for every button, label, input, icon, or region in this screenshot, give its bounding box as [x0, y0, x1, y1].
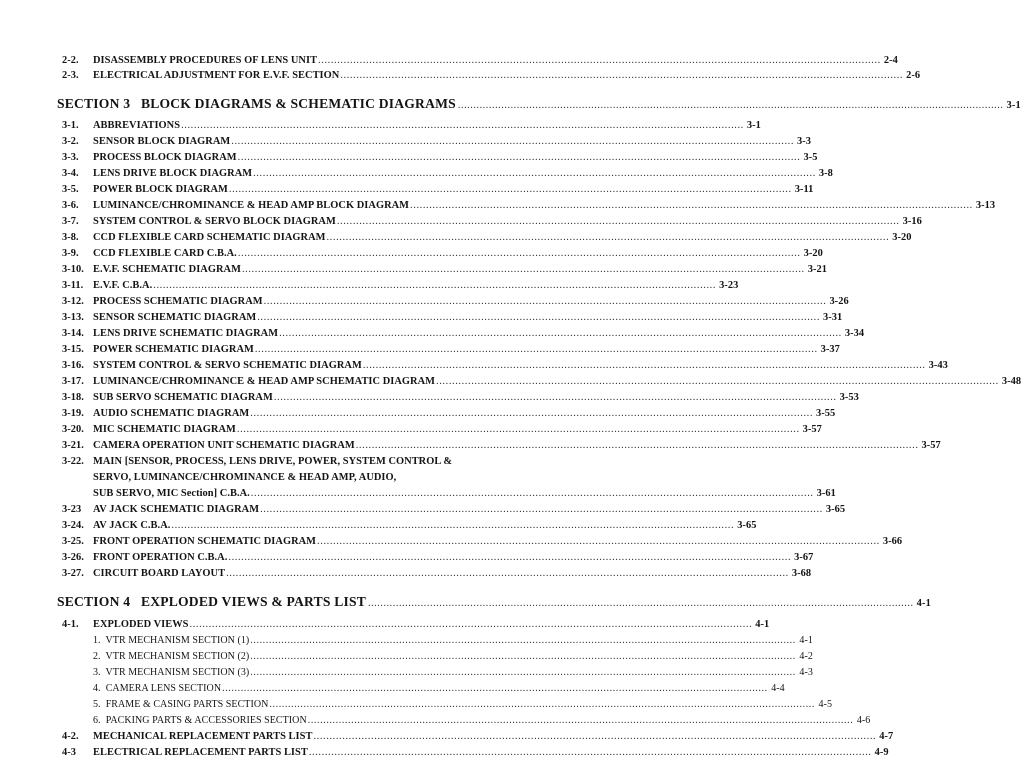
- toc-entry: [62, 152, 818, 167]
- entry-number: 3-11.: [62, 280, 84, 291]
- leader-dots: ................................................................................................................................................................................: [181, 120, 744, 131]
- entry-title: ABBREVIATIONS: [93, 120, 181, 131]
- entry-title: SUB SERVO SCHEMATIC DIAGRAM: [93, 392, 273, 403]
- leader-dots: ................................................................................................................................................................................: [308, 747, 872, 758]
- leader-dots: ................................................................................................................................................................................: [236, 424, 800, 435]
- toc-entry: [62, 184, 814, 199]
- toc-sub-entry: [62, 699, 832, 714]
- entry-page: 3-61: [816, 488, 836, 499]
- entry-title: POWER BLOCK DIAGRAM: [93, 184, 228, 195]
- entry-page: 3-34: [844, 328, 865, 339]
- toc-entry: [62, 312, 843, 327]
- entry-number: 3-13.: [62, 312, 84, 323]
- leader-dots: ................................................................................................................................................................................: [250, 488, 814, 499]
- toc-entry: [62, 120, 761, 135]
- sub-entry-title: 6. PACKING PARTS & ACCESSORIES SECTION: [93, 715, 307, 726]
- toc-sub-entry: [62, 635, 813, 650]
- toc-entry: [62, 264, 827, 279]
- entry-number: 4-3: [62, 747, 77, 758]
- toc-entry: [62, 344, 840, 359]
- entry-title: E.V.F. SCHEMATIC DIAGRAM: [93, 264, 241, 275]
- leader-dots: ................................................................................................................................................................................: [253, 168, 816, 179]
- entry-number: 3-9.: [62, 248, 79, 259]
- entry-number: 3-17.: [62, 376, 84, 387]
- leader-dots: ................................................................................................................................................................................: [250, 667, 796, 678]
- entry-page: 3-67: [794, 552, 814, 563]
- entry-page: 3-55: [816, 408, 836, 419]
- entry-title-line-2: SERVO, LUMINANCE/CHROMINANCE & HEAD AMP, AUDIO,: [93, 472, 397, 483]
- entry-number: 3-7.: [62, 216, 79, 227]
- entry-title: CIRCUIT BOARD LAYOUT: [93, 568, 226, 579]
- leader-dots: ................................................................................................................................................................................: [317, 536, 880, 547]
- entry-title: CCD FLEXIBLE CARD C.B.A.: [93, 248, 237, 259]
- toc-entry-line: [62, 456, 532, 471]
- entry-title: ELECTRICAL REPLACEMENT PARTS LIST: [93, 747, 308, 758]
- leader-dots: ................................................................................................................................................................................: [228, 184, 792, 195]
- entry-title: ELECTRICAL ADJUSTMENT FOR E.V.F. SECTION: [93, 70, 340, 81]
- toc-entry: [62, 440, 941, 455]
- toc-entry: [62, 360, 948, 375]
- entry-number: 3-19.: [62, 408, 84, 419]
- entry-number: 4-1.: [62, 619, 79, 630]
- toc-entry: [62, 328, 865, 343]
- leader-dots: ................................................................................................................................................................................: [231, 136, 795, 147]
- entry-title: POWER SCHEMATIC DIAGRAM: [93, 344, 254, 355]
- entry-title: SENSOR SCHEMATIC DIAGRAM: [93, 312, 257, 323]
- toc-entry: [62, 536, 903, 551]
- leader-dots: ................................................................................................................................................................................: [153, 280, 717, 291]
- leader-dots: ................................................................................................................................................................................: [250, 635, 796, 646]
- entry-title: SYSTEM CONTROL & SERVO BLOCK DIAGRAM: [93, 216, 336, 227]
- leader-dots: ................................................................................................................................................................................: [171, 520, 735, 531]
- entry-number: 2-2.: [62, 55, 79, 66]
- toc-entry: [62, 216, 922, 231]
- entry-page: 4-9: [874, 747, 889, 758]
- entry-page: 3-16: [902, 216, 922, 227]
- leader-dots: ................................................................................................................................................................................: [410, 200, 973, 211]
- entry-number: 3-25.: [62, 536, 84, 547]
- toc-entry: [62, 619, 770, 634]
- entry-title-line-3: SUB SERVO, MIC Section] C.B.A.: [93, 488, 250, 499]
- leader-dots: ................................................................................................................................................................................: [228, 552, 792, 563]
- entry-number: 3-27.: [62, 568, 84, 579]
- entry-page: 3-11: [794, 184, 814, 195]
- sub-entry-title: 3. VTR MECHANISM SECTION (3): [93, 667, 250, 678]
- entry-page: 3-57: [802, 424, 822, 435]
- entry-number: 3-15.: [62, 344, 84, 355]
- entry-number: 3-1.: [62, 120, 79, 131]
- entry-page: 3-3: [797, 136, 812, 147]
- entry-title: MECHANICAL REPLACEMENT PARTS LIST: [93, 731, 313, 742]
- entry-title: PROCESS BLOCK DIAGRAM: [93, 152, 237, 163]
- entry-number: 3-6.: [62, 200, 79, 211]
- toc-entry: [62, 504, 846, 519]
- leader-dots: ................................................................................................................................................................................: [367, 598, 914, 609]
- entry-number: 3-2.: [62, 136, 79, 147]
- leader-dots: ................................................................................................................................................................................: [340, 70, 904, 81]
- entry-page: 4-6: [856, 715, 871, 726]
- sub-entry-title: 2. VTR MECHANISM SECTION (2): [93, 651, 250, 662]
- entry-title: MIC SCHEMATIC DIAGRAM: [93, 424, 236, 435]
- entry-page: 4-2: [799, 651, 813, 662]
- entry-page: 3-43: [928, 360, 948, 371]
- section-title: SECTION 4 EXPLODED VIEWS & PARTS LIST: [57, 594, 366, 609]
- entry-number: 3-23: [62, 504, 82, 515]
- entry-title: LENS DRIVE SCHEMATIC DIAGRAM: [93, 328, 279, 339]
- entry-page: 4-7: [879, 731, 894, 742]
- leader-dots: ................................................................................................................................................................................: [254, 344, 818, 355]
- toc-entry: [62, 392, 859, 407]
- sub-entry-title: 1. VTR MECHANISM SECTION (1): [93, 635, 250, 646]
- entry-title: AV JACK SCHEMATIC DIAGRAM: [93, 504, 260, 515]
- entry-title: EXPLODED VIEWS: [93, 619, 189, 630]
- leader-dots: ................................................................................................................................................................................: [313, 731, 877, 742]
- entry-page: 3-21: [807, 264, 827, 275]
- entry-page: 3-66: [882, 536, 903, 547]
- entry-page: 3-31: [823, 312, 843, 323]
- entry-page: 3-65: [825, 504, 846, 515]
- entry-number: 3-22.: [62, 456, 84, 467]
- entry-page: 4-4: [771, 683, 785, 694]
- toc-sub-entry: [62, 683, 785, 698]
- entry-number: 3-8.: [62, 232, 79, 243]
- entry-number: 3-18.: [62, 392, 84, 403]
- entry-page: 3-23: [719, 280, 739, 291]
- entry-page: 3-8: [818, 168, 833, 179]
- toc-entry-line: [62, 488, 836, 503]
- entry-page: 4-3: [799, 667, 813, 678]
- entry-number: 3-4.: [62, 168, 79, 179]
- entry-number: 3-20.: [62, 424, 84, 435]
- entry-title: CAMERA OPERATION UNIT SCHEMATIC DIAGRAM: [93, 440, 355, 451]
- entry-title: E.V.F. C.B.A.: [93, 280, 153, 291]
- entry-page: 3-53: [839, 392, 859, 403]
- entry-page: 3-57: [921, 440, 941, 451]
- entry-title: LENS DRIVE BLOCK DIAGRAM: [93, 168, 253, 179]
- entry-page: 3-48: [1001, 376, 1021, 387]
- toc-entry: [62, 70, 921, 85]
- leader-dots: ................................................................................................................................................................................: [241, 264, 805, 275]
- leader-dots: ................................................................................................................................................................................: [326, 232, 890, 243]
- leader-dots: ................................................................................................................................................................................: [355, 440, 919, 451]
- leader-dots: ................................................................................................................................................................................: [336, 216, 900, 227]
- section-title: SECTION 3 BLOCK DIAGRAMS & SCHEMATIC DIAGRAMS: [57, 96, 456, 111]
- toc-sub-entry: [62, 715, 871, 730]
- entry-title: AV JACK C.B.A.: [93, 520, 171, 531]
- entry-page: 2-6: [906, 70, 921, 81]
- entry-page: 4-5: [818, 699, 832, 710]
- entry-number: 2-3.: [62, 70, 79, 81]
- leader-dots: ................................................................................................................................................................................: [457, 100, 1004, 111]
- entry-title: FRONT OPERATION C.B.A.: [93, 552, 228, 563]
- leader-dots: ................................................................................................................................................................................: [307, 715, 854, 726]
- leader-dots: ................................................................................................................................................................................: [250, 408, 814, 419]
- entry-number: 3-16.: [62, 360, 84, 371]
- section-3-heading: [57, 96, 1021, 116]
- entry-number: 3-5.: [62, 184, 79, 195]
- leader-dots: ................................................................................................................................................................................: [269, 699, 815, 710]
- leader-dots: ................................................................................................................................................................................: [250, 651, 796, 662]
- entry-number: 3-14.: [62, 328, 84, 339]
- entry-number: 3-24.: [62, 520, 84, 531]
- toc-entry: [62, 520, 757, 535]
- leader-dots: ................................................................................................................................................................................: [189, 619, 753, 630]
- toc-entry: [62, 552, 814, 567]
- entry-page: 3-37: [820, 344, 840, 355]
- section-page: 4-1: [916, 598, 932, 609]
- entry-title: CCD FLEXIBLE CARD SCHEMATIC DIAGRAM: [93, 232, 326, 243]
- entry-title: SENSOR BLOCK DIAGRAM: [93, 136, 231, 147]
- entry-number: 3-26.: [62, 552, 84, 563]
- entry-number: 3-3.: [62, 152, 79, 163]
- entry-number: 3-12.: [62, 296, 84, 307]
- toc-entry: [62, 136, 812, 151]
- entry-page: 4-1: [799, 635, 813, 646]
- entry-number: 3-21.: [62, 440, 84, 451]
- toc-entry: [62, 424, 822, 439]
- toc-entry: [62, 280, 739, 295]
- entry-title: DISASSEMBLY PROCEDURES OF LENS UNIT: [93, 55, 318, 66]
- entry-page: 2-4: [883, 55, 898, 66]
- entry-page: 3-5: [803, 152, 818, 163]
- entry-title: AUDIO SCHEMATIC DIAGRAM: [93, 408, 250, 419]
- leader-dots: ................................................................................................................................................................................: [436, 376, 999, 387]
- leader-dots: ................................................................................................................................................................................: [273, 392, 837, 403]
- entry-page: 3-20: [803, 248, 823, 259]
- sub-entry-title: 4. CAMERA LENS SECTION: [93, 683, 222, 694]
- entry-title: LUMINANCE/CHROMINANCE & HEAD AMP SCHEMATIC DIAGRAM: [93, 376, 436, 387]
- toc-entry: [62, 747, 889, 762]
- sub-entry-title: 5. FRAME & CASING PARTS SECTION: [93, 699, 269, 710]
- entry-title-line-1: MAIN [SENSOR, PROCESS, LENS DRIVE, POWER, SYSTEM CONTROL &: [93, 456, 453, 467]
- toc-entry: [62, 376, 1021, 391]
- toc-entry: [62, 232, 912, 247]
- entry-title: SYSTEM CONTROL & SERVO SCHEMATIC DIAGRAM: [93, 360, 362, 371]
- toc-entry: [62, 731, 894, 746]
- toc-entry: [62, 248, 823, 263]
- entry-page: 3-1: [746, 120, 761, 131]
- leader-dots: ................................................................................................................................................................................: [362, 360, 926, 371]
- leader-dots: ................................................................................................................................................................................: [318, 55, 881, 66]
- section-page: 3-1: [1006, 100, 1021, 111]
- entry-page: 3-65: [737, 520, 757, 531]
- toc-entry: [62, 200, 996, 215]
- entry-title: LUMINANCE/CHROMINANCE & HEAD AMP BLOCK DIAGRAM: [93, 200, 410, 211]
- entry-page: 3-20: [892, 232, 912, 243]
- toc-entry: [62, 55, 898, 70]
- toc-entry: [62, 568, 812, 583]
- entry-number: 3-10.: [62, 264, 84, 275]
- leader-dots: ................................................................................................................................................................................: [263, 296, 827, 307]
- section-4-heading: [57, 594, 932, 614]
- leader-dots: ................................................................................................................................................................................: [222, 683, 768, 694]
- toc-entry: [62, 408, 836, 423]
- toc-sub-entry: [62, 651, 813, 666]
- entry-page: 3-68: [791, 568, 812, 579]
- entry-page: 3-26: [829, 296, 849, 307]
- entry-number: 4-2.: [62, 731, 79, 742]
- entry-title: FRONT OPERATION SCHEMATIC DIAGRAM: [93, 536, 317, 547]
- leader-dots: ................................................................................................................................................................................: [279, 328, 842, 339]
- leader-dots: ................................................................................................................................................................................: [257, 312, 821, 323]
- toc-entry: [62, 296, 849, 311]
- toc-entry: [62, 168, 833, 183]
- toc-entry-line: [62, 472, 532, 487]
- leader-dots: ................................................................................................................................................................................: [237, 152, 801, 163]
- leader-dots: ................................................................................................................................................................................: [260, 504, 823, 515]
- entry-title: PROCESS SCHEMATIC DIAGRAM: [93, 296, 263, 307]
- entry-page: 4-1: [755, 619, 770, 630]
- entry-page: 3-13: [975, 200, 996, 211]
- leader-dots: ................................................................................................................................................................................: [226, 568, 789, 579]
- toc-sub-entry: [62, 667, 813, 682]
- leader-dots: ................................................................................................................................................................................: [237, 248, 801, 259]
